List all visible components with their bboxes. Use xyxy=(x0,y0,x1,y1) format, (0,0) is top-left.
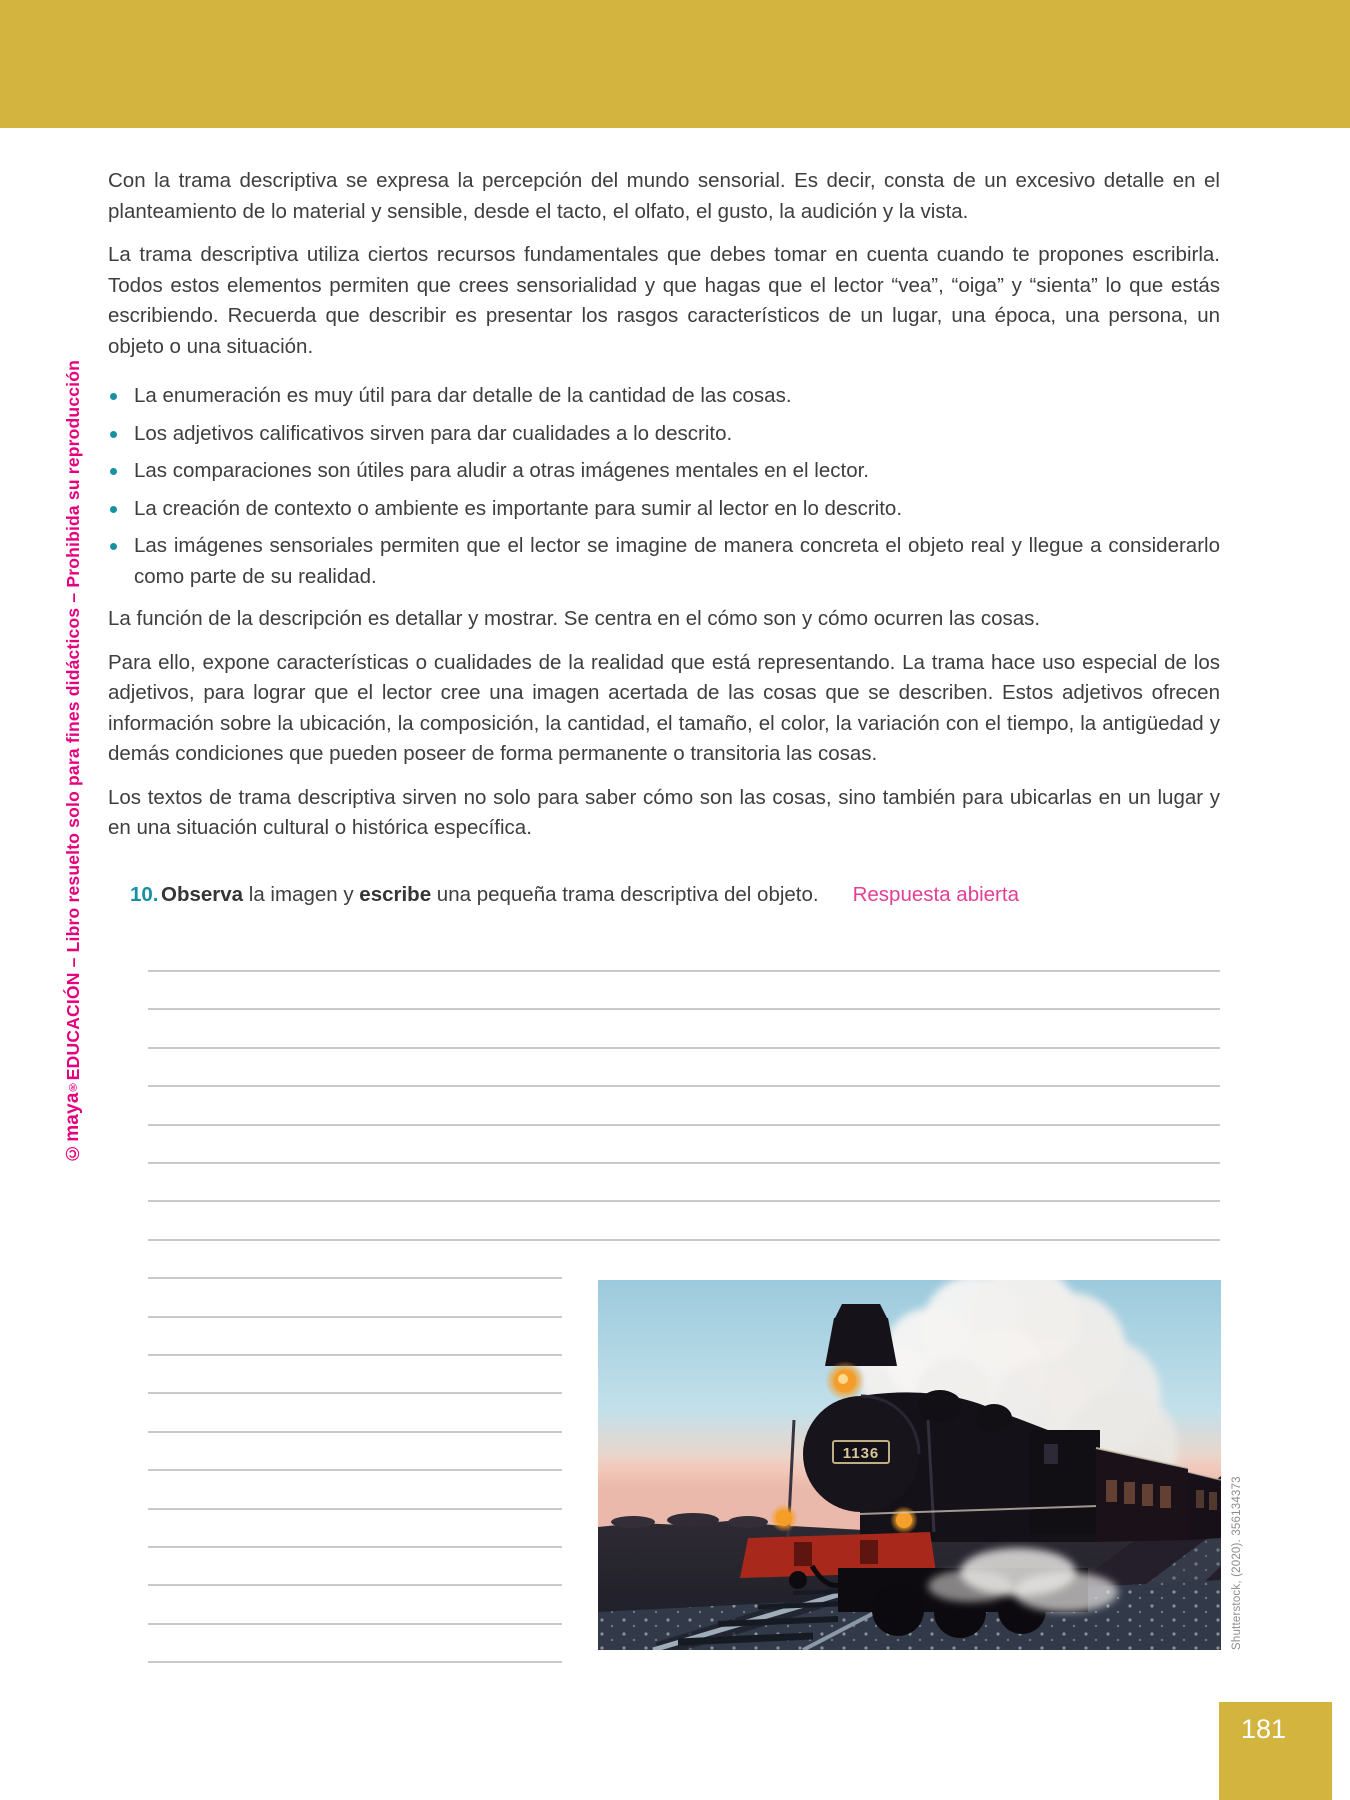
body-paragraphs xyxy=(108,604,1220,844)
answer-line xyxy=(148,1047,1220,1049)
bullet-item xyxy=(108,419,1220,450)
exercise-number: 10. xyxy=(130,882,159,906)
bullet-dot-icon xyxy=(110,506,117,513)
answer-line xyxy=(148,970,1220,972)
answer-line xyxy=(148,1508,562,1510)
page-number-badge xyxy=(1219,1702,1332,1800)
page-number: 181 xyxy=(1241,1714,1287,1744)
answer-line xyxy=(148,1200,1220,1202)
answer-line xyxy=(148,1085,1220,1087)
answer-line xyxy=(148,1469,562,1471)
exercise-text-2: una pequeña trama descriptiva del objeto. xyxy=(431,882,819,906)
copyright-text: EDUCACIÓN – Libro resuelto solo para fines didácticos – Prohibida su reproducción xyxy=(63,359,83,1081)
locomotive-number-plate xyxy=(833,1441,889,1463)
registered-mark-icon: ® xyxy=(67,1080,79,1093)
intro-paragraphs xyxy=(108,166,1220,362)
bullet-text: Las comparaciones son útiles para aludir a otras imágenes mentales en el lector. xyxy=(134,459,869,482)
exercise-verb-observa: Observa xyxy=(161,882,244,906)
locomotive-photo xyxy=(598,1280,1221,1650)
lesson-content xyxy=(108,166,1220,910)
photo-credit: Shutterstock, (2020). 356134373 xyxy=(1231,1476,1243,1650)
paragraph: Para ello, expone características o cualidades de la realidad que está representando. La trama hace uso especial de los adjetivos, para lograr que el lector cree una imagen acertada de las cosas que se describen. Estos adjetivos ofrecen información sobre la ubicación, la composición, la cantidad, el tamaño, el color, la variación con el tiempo, la antigüedad y demás condiciones que pueden poseer de forma permanente o transitoria las cosas. xyxy=(108,650,1220,765)
bullet-dot-icon xyxy=(110,393,117,400)
brand-logo: ©maya xyxy=(62,1092,83,1163)
answer-line xyxy=(148,1316,562,1318)
bullet-text: Las imágenes sensoriales permiten que el lector se imagine de manera concreta el objeto real y llegue a considerarlo como parte de su realidad. xyxy=(134,534,1220,588)
answer-line xyxy=(148,1124,1220,1126)
bullet-dot-icon xyxy=(110,431,117,438)
locomotive-illustration xyxy=(598,1280,1221,1650)
answer-line xyxy=(148,1354,562,1356)
paragraph: Con la trama descriptiva se expresa la percepción del mundo sensorial. Es decir, consta de un excesivo detalle en el planteamiento de lo material y sensible, desde el tacto, el olfato, el gusto, la audición y la vista. xyxy=(108,169,1220,223)
exercise-text-1: la imagen y xyxy=(243,882,360,906)
exercise-10 xyxy=(130,880,1220,911)
answer-line xyxy=(148,1623,562,1625)
answer-line xyxy=(148,1584,562,1586)
bullet-item xyxy=(108,494,1220,525)
answer-line xyxy=(148,1008,1220,1010)
paragraph: La trama descriptiva utiliza ciertos recursos fundamentales que debes tomar en cuenta cuando te propones escribirla. Todos estos elementos permiten que crees sensorialidad y que hagas que el lector “vea”, “oiga” y “sienta” lo que estás escribiendo. Recuerda que describir es presentar los rasgos característicos de un lugar, una época, una persona, un objeto o una situación. xyxy=(108,243,1220,358)
answer-line xyxy=(148,1546,562,1548)
bullet-dot-icon xyxy=(110,543,117,550)
bullet-list xyxy=(108,381,1220,592)
bullet-item xyxy=(108,381,1220,412)
bullet-text: La creación de contexto o ambiente es importante para sumir al lector en lo descrito. xyxy=(134,496,903,520)
answer-line xyxy=(148,1162,1220,1164)
exercise-prompt xyxy=(161,880,1019,911)
bullet-item xyxy=(108,531,1220,592)
top-color-band xyxy=(0,0,1350,128)
bullet-text: Los adjetivos calificativos sirven para dar cualidades a lo descrito. xyxy=(134,421,733,445)
bullet-text: La enumeración es muy útil para dar detalle de la cantidad de las cosas. xyxy=(134,384,792,407)
paragraph: Los textos de trama descriptiva sirven no solo para saber cómo son las cosas, sino también para ubicarlas en un lugar y en una situación cultural o histórica específica. xyxy=(108,785,1220,839)
answer-line xyxy=(148,1431,562,1433)
svg-text:1136: 1136 xyxy=(842,1445,880,1462)
answer-line xyxy=(148,1239,1220,1241)
paragraph: La función de la descripción es detallar y mostrar. Se centra en el cómo son y cómo ocurren las cosas. xyxy=(108,607,1041,630)
bullet-item xyxy=(108,456,1220,487)
exercise-verb-escribe: escribe xyxy=(359,882,432,906)
answer-line xyxy=(148,1392,562,1394)
answer-line xyxy=(148,1661,562,1663)
answer-note: Respuesta abierta xyxy=(852,882,1019,906)
answer-line xyxy=(148,1277,562,1279)
bullet-dot-icon xyxy=(110,468,117,475)
